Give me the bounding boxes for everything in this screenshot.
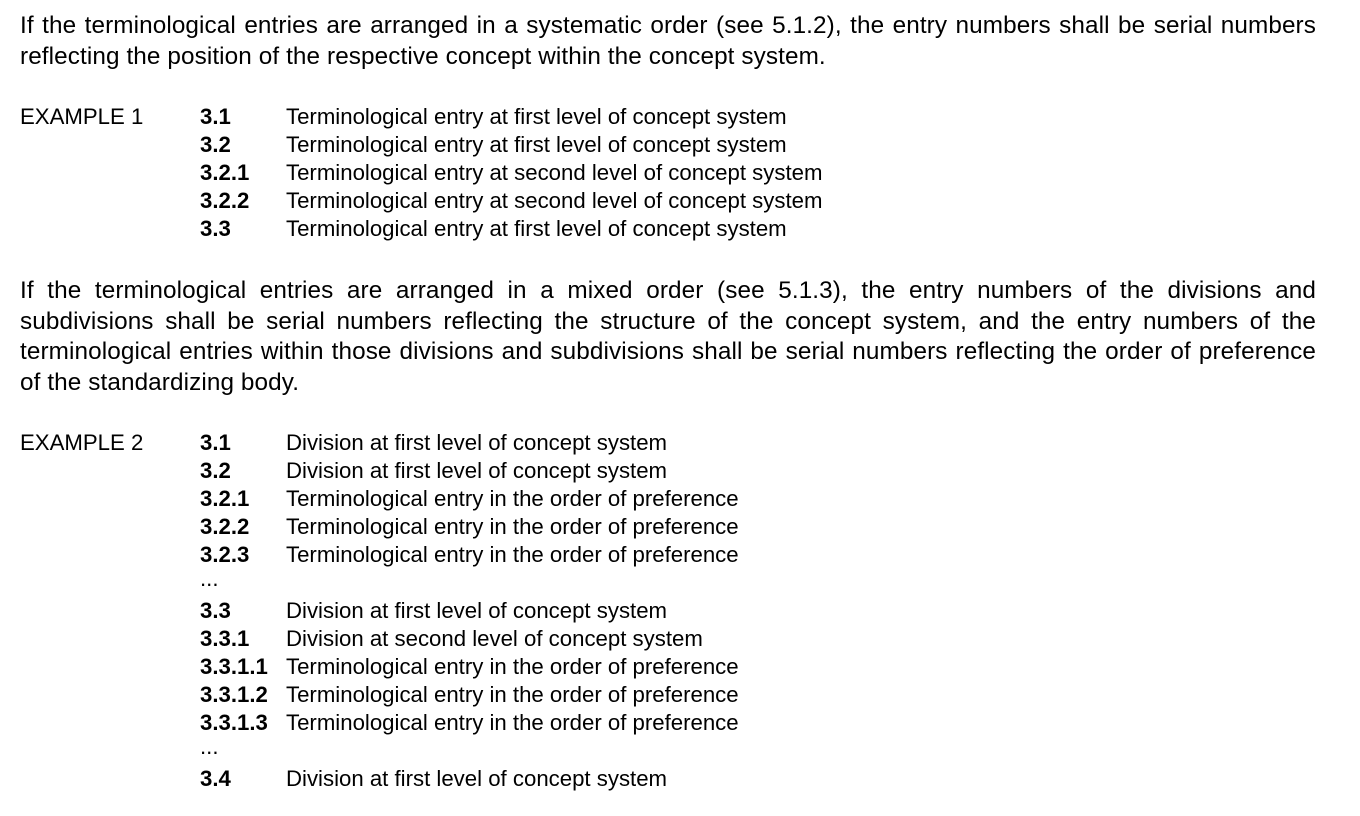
entry-text: Division at first level of concept system xyxy=(286,598,668,623)
entry-number: 3.2.1 xyxy=(200,486,250,511)
entry-text: Terminological entry at first level of concept system xyxy=(286,104,787,129)
ellipsis-marker: ... xyxy=(200,566,219,591)
entry-number: 3.4 xyxy=(200,766,231,791)
entry-number: 3.2 xyxy=(200,458,231,483)
entry-text: Division at first level of concept system xyxy=(286,458,668,483)
entry-number: 3.3.1.3 xyxy=(200,710,268,735)
entry-text: Terminological entry in the order of preference xyxy=(286,682,739,707)
entry-text: Division at first level of concept system xyxy=(286,766,668,791)
entry-text: Terminological entry at second level of concept system xyxy=(286,160,823,185)
entry-text: Terminological entry in the order of preference xyxy=(286,542,739,567)
entry-number: 3.2.2 xyxy=(200,514,250,539)
entry-number: 3.1 xyxy=(200,430,231,455)
entry-text: Division at first level of concept system xyxy=(286,430,668,455)
entry-number: 3.2.1 xyxy=(200,160,250,185)
entry-text: Terminological entry at second level of concept system xyxy=(286,188,823,213)
entry-number: 3.3.1.1 xyxy=(200,654,268,679)
entry-text: Terminological entry in the order of preference xyxy=(286,710,739,735)
entry-text: Terminological entry at first level of concept system xyxy=(286,132,787,157)
example-label: EXAMPLE 1 xyxy=(20,104,144,129)
entry-number: 3.2.2 xyxy=(200,188,250,213)
entry-number: 3.3.1.2 xyxy=(200,682,268,707)
entry-text: Division at second level of concept system xyxy=(286,626,703,651)
entry-text: Terminological entry in the order of preference xyxy=(286,514,739,539)
paragraph-mixed-order: If the terminological entries are arranged in a mixed order (see 5.1.3), the entry numbers of the divisions and subdivisions shall be serial numbers reflecting the structure of the concept system, and the entry numbers of the terminological entries within those divisions and subdivisions shall be serial numbers reflecting the order of preference of the standardizing body. xyxy=(20,277,1316,396)
entry-number: 3.2.3 xyxy=(200,542,250,567)
entry-text: Terminological entry in the order of preference xyxy=(286,486,739,511)
entry-number: 3.1 xyxy=(200,104,231,129)
ellipsis-marker: ... xyxy=(200,734,219,759)
entry-text: Terminological entry in the order of preference xyxy=(286,654,739,679)
paragraph-systematic-order: If the terminological entries are arranged in a systematic order (see 5.1.2), the entry numbers shall be serial numbers reflecting the position of the respective concept within the concept system. xyxy=(20,12,1316,70)
entry-number: 3.2 xyxy=(200,132,231,157)
entry-number: 3.3.1 xyxy=(200,626,250,651)
entry-number: 3.3 xyxy=(200,598,231,623)
example-label: EXAMPLE 2 xyxy=(20,430,144,455)
entry-number: 3.3 xyxy=(200,216,231,241)
entry-text: Terminological entry at first level of concept system xyxy=(286,216,787,241)
